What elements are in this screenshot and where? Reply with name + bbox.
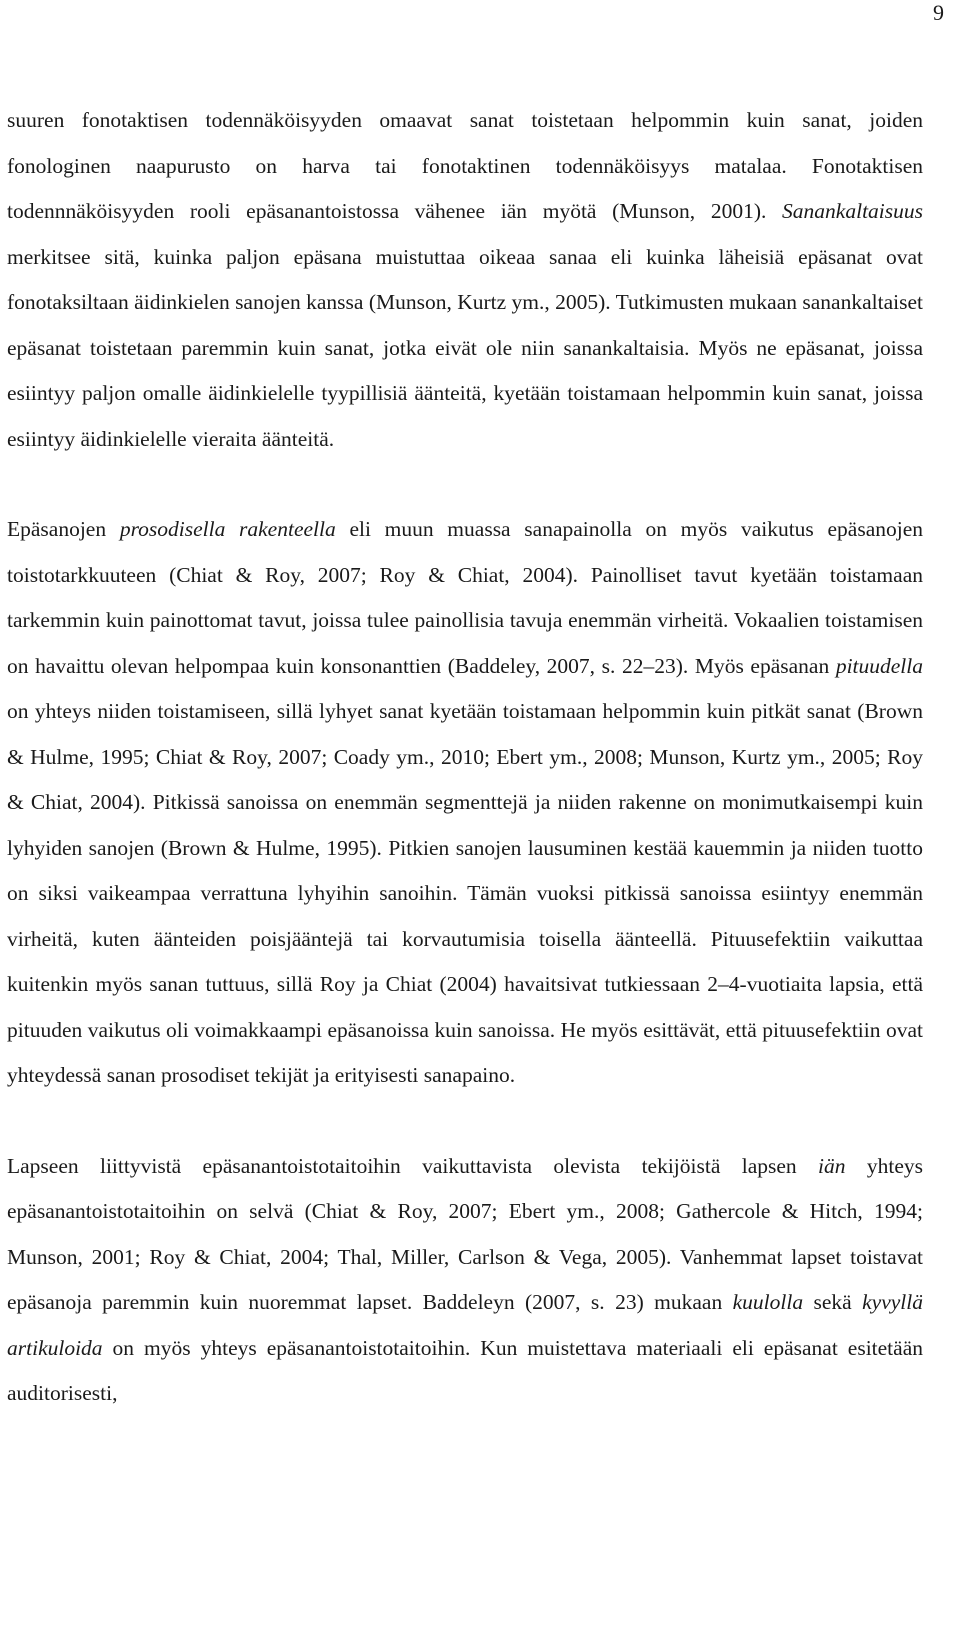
document-body	[7, 98, 923, 1417]
emphasis-term: kuulolla	[732, 1290, 804, 1314]
emphasis-term: pituudella	[835, 653, 923, 678]
paragraph-1	[7, 98, 923, 462]
paragraph-text: Epäsanojen	[7, 517, 120, 541]
emphasis-term: kyvyllä artikuloida	[7, 1290, 924, 1360]
paragraph-text: on myös yhteys epäsanantoistotaitoihin. Kun muistettava materiaali eli epäsanat esitetään auditorisesti,	[7, 1335, 923, 1405]
paragraph-text: suuren fonotaktisen todennäköisyyden omaavat sanat toistetaan helpommin kuin sanat, joiden fonologinen naapurusto on harva tai fonotaktinen todennäköisyys matalaa. Fonotaktisen todennnäköisyyden rooli epäsanantoistossa vähenee iän myötä (Munson, 2001).	[7, 108, 923, 223]
paragraph-text: merkitsee sitä, kuinka paljon epäsana muistuttaa oikeaa sanaa eli kuinka läheisiä epäsanat ovat fonotaksiltaan äidinkielen sanojen kanssa (Munson, Kurtz ym., 2005). Tutkimusten mukaan sanankaltaiset epäsanat toistetaan paremmin kuin sanat, jotka eivät ole niin sanankaltaisia. Myös ne epäsanat, joissa esiintyy paljon omalle äidinkielelle tyypillisiä äänteitä, kyetään toistamaan helpommin kuin sanat, joissa esiintyy äidinkielelle vieraita äänteitä.	[7, 244, 923, 451]
emphasis-term: Sanankaltaisuus	[782, 199, 923, 223]
emphasis-term: prosodisella rakenteella	[119, 517, 336, 541]
paragraph-2	[7, 507, 923, 1099]
emphasis-term: iän	[818, 1153, 846, 1178]
paragraph-3	[7, 1144, 923, 1417]
paragraph-text: sekä	[803, 1290, 863, 1314]
paragraph-text: eli muun muassa sanapainolla on myös vaikutus epäsanojen toistotarkkuuteen (Chiat & Roy, 2007; Roy & Chiat, 2004). Painolliset tavut kyetään toistamaan tarkemmin kuin painottomat tavut, joissa tulee painollisia tavuja enemmän virheitä. Vokaalien toistamisen on havaittu olevan helpompaa kuin konsonanttien (Baddeley, 2007, s. 22–23). Myös epäsanan	[7, 517, 924, 678]
page-number: 9	[933, 0, 944, 25]
paragraph-text: on yhteys niiden toistamiseen, sillä lyhyet sanat kyetään toistamaan helpommin kuin pitkät sanat (Brown & Hulme, 1995; Chiat & Roy, 2007; Coady ym., 2010; Ebert ym., 2008; Munson, Kurtz ym., 2005; Roy & Chiat, 2004). Pitkissä sanoissa on enemmän segmenttejä ja niiden rakenne on monimutkaisempi kuin lyhyiden sanojen (Brown & Hulme, 1995). Pitkien sanojen lausuminen kestää kauemmin ja niiden tuotto on siksi vaikeampaa verrattuna lyhyihin sanoihin. Tämän vuoksi pitkissä sanoissa esiintyy enemmän virheitä, kuten äänteiden poisjääntejä tai korvautumisia toisella äänteellä. Pituusefektiin vaikuttaa kuitenkin myös sanan tuttuus, sillä Roy ja Chiat (2004) havaitsivat tutkiessaan 2–4-vuotiaita lapsia, että pituuden vaikutus oli voimakkaampi epäsanoissa kuin sanoissa. He myös esittävät, että pituusefektiin ovat yhteydessä sanan prosodiset tekijät ja erityisesti sanapaino.	[7, 699, 923, 1087]
paragraph-text: yhteys epäsanantoistotaitoihin on selvä (Chiat & Roy, 2007; Ebert ym., 2008; Gathercole & Hitch, 1994; Munson, 2001; Roy & Chiat, 2004; Thal, Miller, Carlson & Vega, 2005). Vanhemmat lapset toistavat epäsanoja paremmin kuin nuoremmat lapset. Baddeleyn (2007, s. 23) mukaan	[7, 1153, 923, 1314]
paragraph-text: Lapseen liittyvistä epäsanantoistotaitoihin vaikuttavista olevista tekijöistä lapsen	[7, 1153, 819, 1178]
